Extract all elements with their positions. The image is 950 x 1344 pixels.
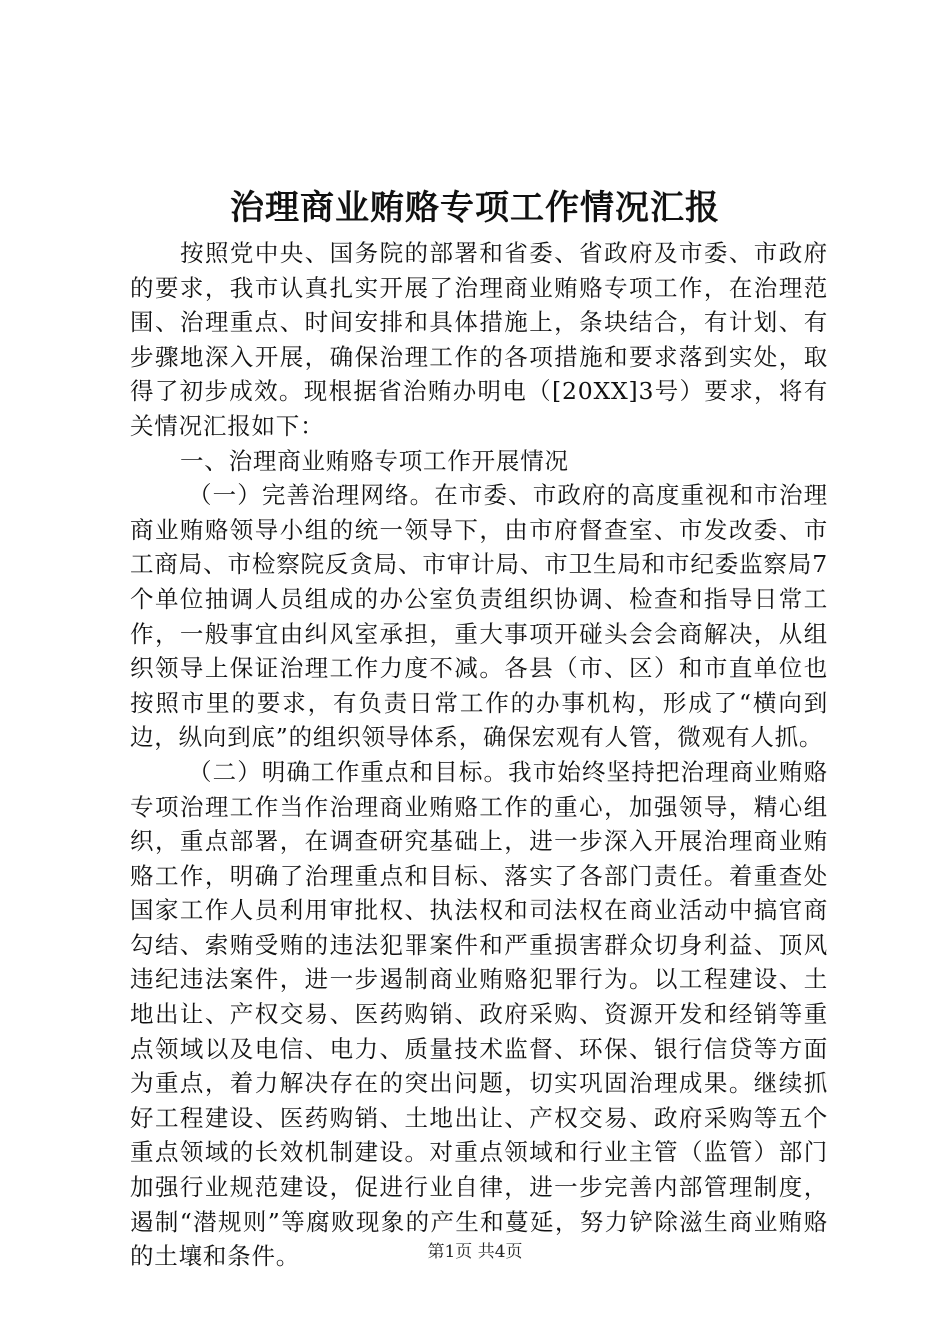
subsection-paragraph-1: （一）完善治理网络。在市委、市政府的高度重视和市治理商业贿赂领导小组的统一领导下，由市府督查室、市发改委、市工商局、市检察院反贪局、市审计局、市卫生局和市纪委监察局7个单位抽调人员组成的办公室负责组织协调、检查和指导日常工作，一般事宜由纠风室承担，重大事项开碰头会会商解决，从组织领导上保证治理工作力度不减。各县（市、区）和市直单位也按照市里的要求，有负责日常工作的办事机构，形成了“横向到边，纵向到底”的组织领导体系，确保宏观有人管，微观有人抓。 [130, 481, 828, 752]
page-number-footer: 第1页 共4页 [427, 1242, 523, 1262]
document-title: 治理商业贿赂专项工作情况汇报 [230, 188, 720, 228]
intro-paragraph: 按照党中央、国务院的部署和省委、省政府及市委、市政府的要求，我市认真扎实开展了治理商业贿赂专项工作，在治理范围、治理重点、时间安排和具体措施上，条块结合，有计划、有步骤地深入开展，确保治理工作的各项措施和要求落到实处，取得了初步成效。现根据省治贿办明电（[20XX]3号）要求，将有关情况汇报如下： [130, 239, 828, 440]
subsection-paragraph-2: （二）明确工作重点和目标。我市始终坚持把治理商业贿赂专项治理工作当作治理商业贿赂工作的重心，加强领导，精心组织，重点部署，在调查研究基础上，进一步深入开展治理商业贿赂工作，明确了治理重点和目标、落实了各部门责任。着重查处国家工作人员利用审批权、执法权和司法权在商业活动中搞官商勾结、索贿受贿的违法犯罪案件和严重损害群众切身利益、顶风违纪违法案件，进一步遏制商业贿赂犯罪行为。以工程建设、土地出让、产权交易、医药购销、政府采购、资源开发和经销等重点领域以及电信、电力、质量技术监督、环保、银行信贷等方面为重点，着力解决存在的突出问题，切实巩固治理成果。继续抓好工程建设、医药购销、土地出让、产权交易、政府采购等五个重点领域的长效机制建设。对重点领域和行业主管（监管）部门加强行业规范建设，促进行业自律，进一步完善内部管理制度，遏制“潜规则”等腐败现象的产生和蔓延，努力铲除滋生商业贿赂的土壤和条件。 [130, 757, 828, 1271]
section-heading: 一、治理商业贿赂专项工作开展情况 [180, 446, 569, 475]
document-body [130, 236, 828, 1274]
